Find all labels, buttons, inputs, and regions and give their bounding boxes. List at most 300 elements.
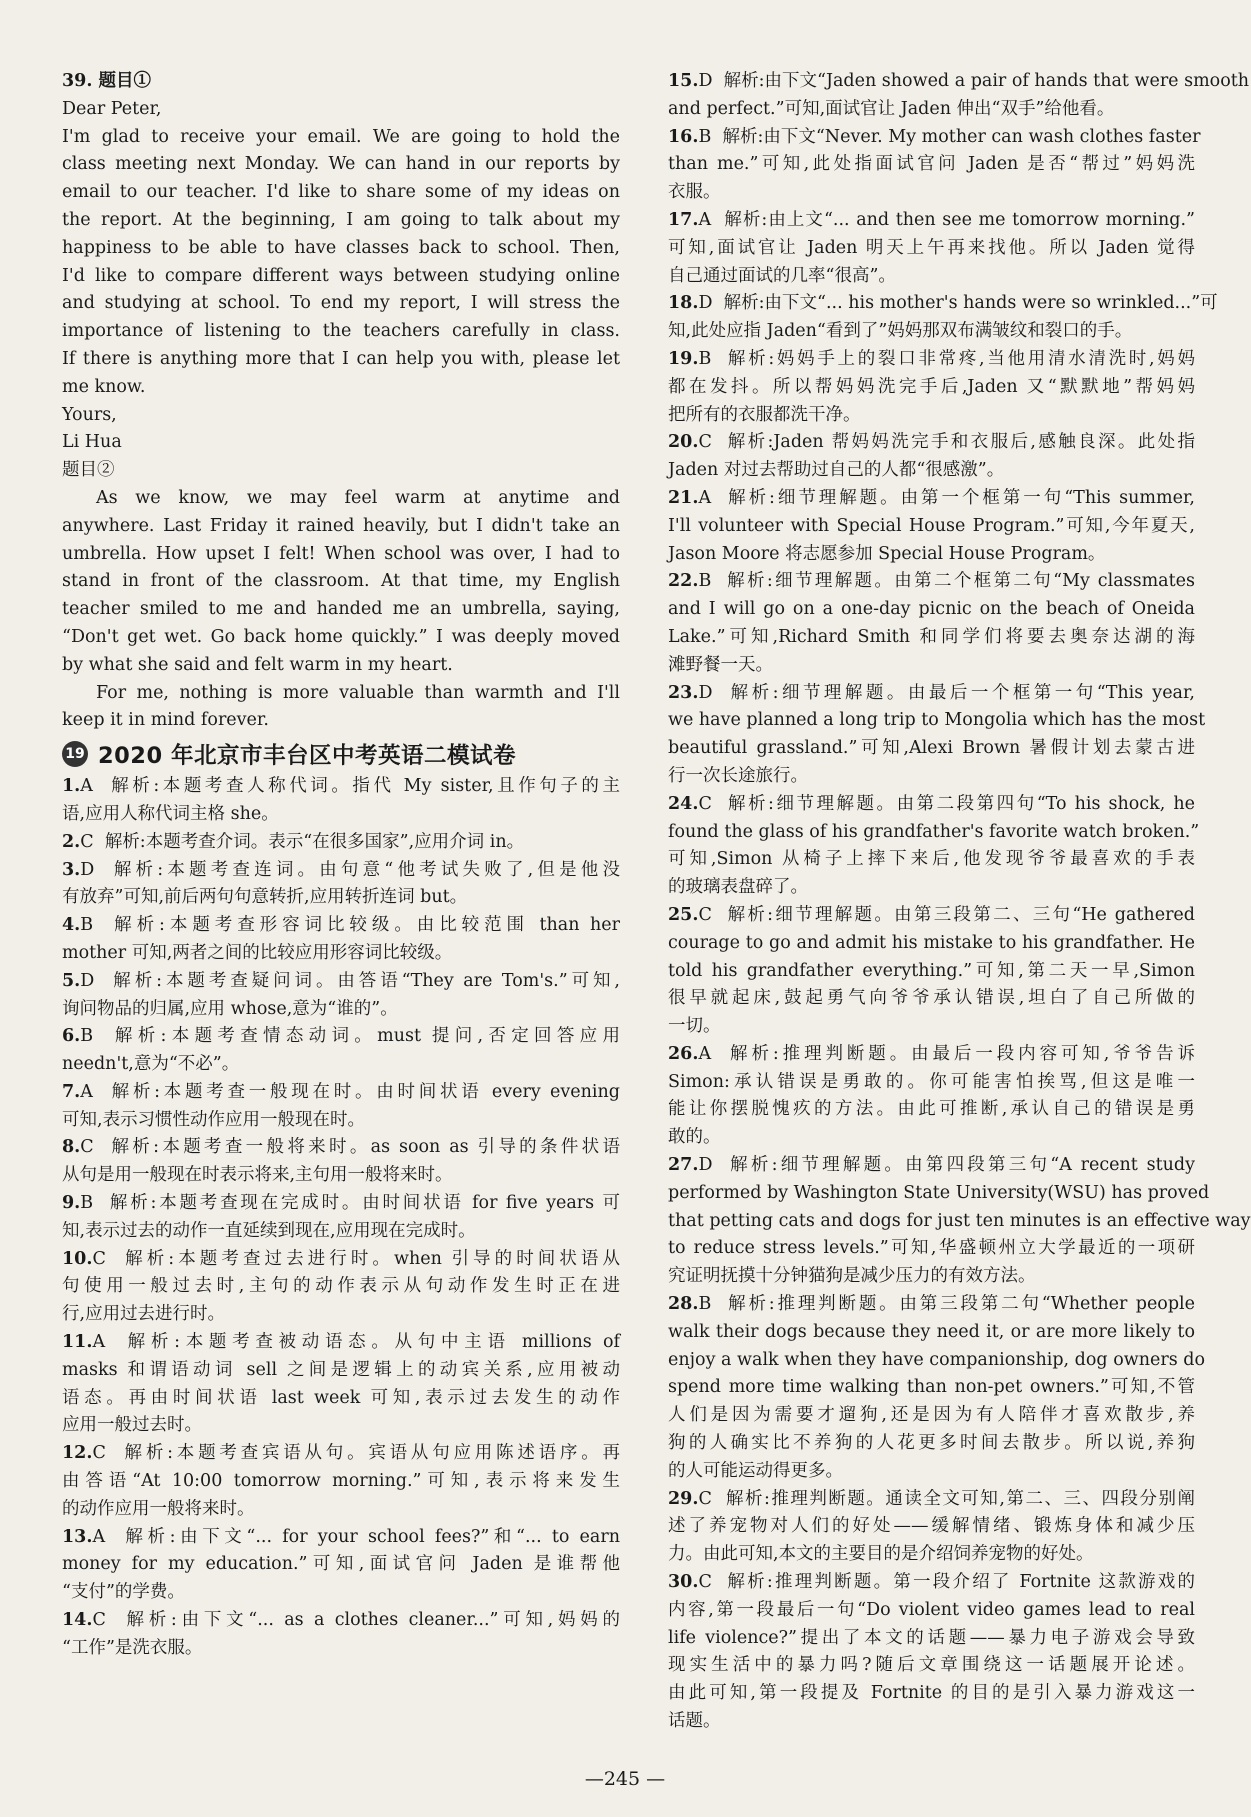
essay1-title bbox=[62, 68, 620, 96]
answer-explanation: 的玻璃表盘碎了。 bbox=[668, 877, 808, 898]
answer-explanation: money for my education.”可知,面试官问 Jaden 是谁帮他 bbox=[62, 1554, 620, 1575]
section-title: 2020 年北京市丰台区中考英语二模试卷 bbox=[98, 743, 516, 770]
answer-line bbox=[668, 1235, 1195, 1263]
answer-line bbox=[62, 1579, 620, 1607]
answer-line bbox=[668, 1597, 1195, 1625]
spacer bbox=[94, 860, 114, 880]
answer-choice: A bbox=[80, 1081, 93, 1102]
answer-choice: C bbox=[80, 1137, 94, 1158]
answer-explanation: masks 和谓语动词 sell 之间是逻辑上的动宾关系,应用被动 bbox=[62, 1359, 620, 1380]
spacer bbox=[712, 1155, 730, 1175]
answer-explanation: that petting cats and dogs for just ten minutes is an effective way bbox=[668, 1210, 1251, 1231]
answer-line bbox=[668, 541, 1195, 569]
answer-explanation: 解析:本题考查介词。表示“在很多国家”,应用介词 in。 bbox=[104, 831, 525, 852]
answer-explanation: 解析:细节理解题。由第二个框第二句“My classmates bbox=[727, 571, 1195, 592]
answer-explanation: Lake.”可知,Richard Smith 和同学们将要去奥奈达湖的海 bbox=[668, 626, 1195, 647]
answer-explanation: 解析:本题考查形容词比较级。由比较范围 than her bbox=[114, 915, 620, 936]
answer-number: 29. bbox=[668, 1488, 699, 1509]
answer-item bbox=[668, 346, 1195, 374]
answer-choice: A bbox=[80, 776, 93, 797]
answer-number: 11. bbox=[62, 1332, 93, 1353]
answer-explanation: 内容,第一段最后一句“Do violent video games lead to real bbox=[668, 1599, 1195, 1620]
answer-item bbox=[668, 568, 1195, 596]
answer-line bbox=[668, 1652, 1195, 1680]
answer-explanation: 狗的人确实比不养狗的人花更多时间去散步。所以说,养狗 bbox=[668, 1433, 1195, 1454]
answer-item bbox=[668, 485, 1195, 513]
answer-choice: B bbox=[80, 1026, 94, 1047]
answer-explanation: 述了养宠物对人们的好处——缓解情绪、锻炼身体和减少压 bbox=[668, 1516, 1195, 1537]
spacer bbox=[94, 971, 113, 991]
answer-explanation: 能让你摆脱愧疚的方法。由此可推断,承认自己的错误是勇 bbox=[668, 1099, 1195, 1120]
answer-explanation: 滩野餐一天。 bbox=[668, 654, 773, 675]
spacer bbox=[711, 571, 727, 591]
answer-line bbox=[62, 884, 620, 912]
spacer bbox=[712, 293, 723, 313]
answer-item bbox=[668, 791, 1195, 819]
answer-explanation: 解析:细节理解题。由第三段第二、三句“He gathered bbox=[727, 904, 1195, 925]
answer-explanation: 很早就起床,鼓起勇气向爷爷承认错误,坦白了自己所做的 bbox=[668, 988, 1195, 1009]
answer-line bbox=[668, 874, 1195, 902]
spacer bbox=[93, 1193, 110, 1213]
answer-choice: C bbox=[92, 1443, 106, 1464]
spacer bbox=[94, 1137, 112, 1157]
answer-item bbox=[668, 680, 1195, 708]
answer-line bbox=[62, 1357, 620, 1385]
essay1-line: email to our teacher. I'd like to share some of my ideas on bbox=[62, 182, 620, 203]
answer-explanation: 有放弃”可知,前后两句句意转折,应用转折连词 but。 bbox=[62, 887, 468, 908]
answer-line bbox=[668, 985, 1195, 1013]
answer-explanation: 究证明抚摸十分钟猫狗是减少压力的有效方法。 bbox=[668, 1266, 1036, 1287]
answer-explanation: 解析:本题考查被动语态。从句中主语 millions of bbox=[127, 1332, 620, 1353]
spacer bbox=[93, 1026, 115, 1046]
spacer bbox=[106, 1249, 125, 1269]
essay2-line: teacher smiled to me and handed me an umbrella, saying, bbox=[62, 599, 620, 620]
answer-line bbox=[668, 1708, 1195, 1736]
answer-explanation: 敢的。 bbox=[668, 1127, 721, 1148]
spacer bbox=[711, 127, 722, 147]
answer-number: 28. bbox=[668, 1294, 699, 1315]
answer-choice: B bbox=[698, 348, 712, 369]
essay1-line: I'm glad to receive your email. We are going to hold the bbox=[62, 126, 620, 147]
answer-explanation: courage to go and admit his mistake to his grandfather. He bbox=[668, 932, 1195, 953]
spacer bbox=[106, 1610, 127, 1630]
answer-line bbox=[62, 1162, 620, 1190]
essay2-line: keep it in mind forever. bbox=[62, 710, 269, 731]
answer-explanation: 力。由此可知,本文的主要目的是介绍饲养宠物的好处。 bbox=[668, 1544, 1094, 1565]
essay1-line: I'd like to compare different ways between studying online bbox=[62, 265, 620, 286]
answer-explanation: 从句是用一般现在时表示将来,主句用一般将来时。 bbox=[62, 1165, 453, 1186]
spacer bbox=[712, 71, 723, 91]
answer-choice: B bbox=[80, 1193, 94, 1214]
answer-line bbox=[668, 1374, 1195, 1402]
answer-line bbox=[668, 96, 1195, 124]
answer-explanation: 解析:由下文“... his mother's hands were so wrinkled...”可 bbox=[723, 293, 1218, 314]
spacer bbox=[93, 776, 111, 796]
answer-line bbox=[668, 1347, 1205, 1375]
answer-line bbox=[668, 1458, 1195, 1486]
answer-line bbox=[668, 179, 1195, 207]
answer-choice: B bbox=[698, 1294, 712, 1315]
answer-line bbox=[62, 1301, 620, 1329]
answer-explanation: 行,应用过去进行时。 bbox=[62, 1304, 226, 1325]
answer-item bbox=[668, 1041, 1195, 1069]
answer-explanation: 可知,Simon 从椅子上摔下来后,他发现爷爷最喜欢的手表 bbox=[668, 849, 1195, 870]
answer-explanation: Jaden 对过去帮助过自己的人都“很感激”。 bbox=[668, 460, 1005, 481]
answer-line bbox=[668, 819, 1200, 847]
answer-choice: D bbox=[698, 71, 713, 91]
answer-line bbox=[62, 1496, 620, 1524]
answer-explanation: spend more time walking than non-pet owners.”可知,不管 bbox=[668, 1377, 1195, 1398]
answer-line bbox=[668, 318, 1195, 346]
answer-item bbox=[668, 68, 1250, 96]
answer-number: 26. bbox=[668, 1043, 699, 1064]
answer-explanation: 知,表示过去的动作一直延续到现在,应用现在完成时。 bbox=[62, 1220, 476, 1241]
answer-number: 6. bbox=[62, 1026, 81, 1047]
answer-line bbox=[668, 1513, 1195, 1541]
answer-line bbox=[668, 151, 1195, 179]
answer-explanation: 解析:推理判断题。通读全文可知,第二、三、四段分别阐 bbox=[725, 1488, 1195, 1509]
spacer bbox=[105, 1527, 125, 1547]
spacer bbox=[712, 1572, 728, 1592]
answer-line bbox=[668, 1430, 1195, 1458]
answer-number: 8. bbox=[62, 1137, 81, 1158]
answer-explanation: needn't,意为“不必”。 bbox=[62, 1054, 240, 1075]
answer-number: 22. bbox=[668, 571, 699, 592]
answer-explanation: 解析:本题考查一般现在时。由时间状语 every evening bbox=[111, 1081, 620, 1102]
spacer bbox=[712, 1489, 726, 1509]
answer-item bbox=[62, 829, 620, 857]
answer-explanation: 解析:本题考查宾语从句。宾语从句应用陈述语序。再 bbox=[124, 1443, 620, 1464]
answer-item bbox=[668, 207, 1195, 235]
answer-item bbox=[62, 1079, 620, 1107]
answer-line bbox=[668, 1013, 1195, 1041]
answer-line bbox=[668, 1625, 1195, 1653]
answer-item bbox=[62, 1329, 620, 1357]
spacer bbox=[712, 432, 728, 452]
answer-explanation: 解析:妈妈手上的裂口非常疼,当他用清水清洗时,妈妈 bbox=[727, 348, 1195, 369]
answer-explanation: mother 可知,两者之间的比较应用形容词比较级。 bbox=[62, 942, 453, 963]
answer-explanation: 询问物品的归属,应用 whose,意为“谁的”。 bbox=[62, 998, 398, 1019]
answer-line bbox=[668, 1208, 1251, 1236]
answer-line bbox=[668, 263, 1195, 291]
answer-number: 16. bbox=[668, 126, 699, 147]
answer-item bbox=[668, 1152, 1195, 1180]
answer-line bbox=[668, 1096, 1195, 1124]
answer-line bbox=[668, 930, 1195, 958]
answer-explanation: 现实生活中的暴力吗?随后文章围绕这一话题展开论述。 bbox=[668, 1655, 1195, 1676]
spacer bbox=[711, 488, 728, 508]
answer-explanation: 可知,面试官让 Jaden 明天上午再来找他。所以 Jaden 觉得 bbox=[668, 237, 1195, 258]
answer-explanation: 解析:本题考查现在完成时。由时间状语 for five years 可 bbox=[109, 1193, 620, 1214]
answer-explanation: “支付”的学费。 bbox=[62, 1582, 185, 1603]
answer-item bbox=[62, 1607, 620, 1635]
answer-line bbox=[668, 1402, 1195, 1430]
answer-line bbox=[62, 1468, 620, 1496]
answer-choice: A bbox=[92, 1526, 106, 1547]
essay2-line: by what she said and felt warm in my heart. bbox=[62, 654, 453, 675]
answer-line bbox=[62, 1635, 620, 1663]
answer-explanation: 应用一般过去时。 bbox=[62, 1415, 202, 1436]
answer-explanation: “工作”是洗衣服。 bbox=[62, 1637, 203, 1658]
answer-number: 2. bbox=[62, 831, 81, 852]
spacer bbox=[711, 1294, 728, 1314]
answer-number: 19. bbox=[668, 348, 699, 369]
answer-explanation: 知,此处应指 Jaden“看到了”妈妈那双布满皱纹和裂口的手。 bbox=[668, 321, 1133, 342]
answer-choice: C bbox=[698, 904, 712, 925]
answer-explanation: 语,应用人称代词主格 she。 bbox=[62, 803, 279, 824]
answer-explanation: 解析:本题考查一般将来时。as soon as 引导的条件状语 bbox=[111, 1137, 620, 1158]
answer-explanation: 解析:细节理解题。由最后一个框第一句“This year, bbox=[730, 682, 1195, 703]
answer-choice: C bbox=[698, 432, 712, 453]
left-column bbox=[62, 68, 620, 1663]
answer-number: 18. bbox=[668, 293, 699, 314]
answer-line bbox=[62, 1107, 620, 1135]
essay2-line: “Don't get wet. Go back home quickly.” I was deeply moved bbox=[62, 626, 620, 647]
answer-number: 23. bbox=[668, 682, 699, 703]
answer-explanation: walk their dogs because they need it, or are more likely to bbox=[668, 1321, 1195, 1342]
answer-choice: B bbox=[698, 126, 712, 147]
answer-line bbox=[62, 1273, 620, 1301]
answer-explanation: 解析:推理判断题。由第三段第二句“Whether people bbox=[728, 1294, 1195, 1315]
answer-explanation: told his grandfather everything.”可知,第二天一早,Simon bbox=[668, 960, 1195, 981]
answer-number: 25. bbox=[668, 904, 699, 925]
spacer bbox=[711, 210, 724, 230]
right-column bbox=[668, 68, 1251, 1736]
answer-number: 27. bbox=[668, 1155, 699, 1176]
essay1-line: Yours, bbox=[62, 404, 117, 425]
answer-explanation: 解析:推理判断题。第一段介绍了 Fortnite 这款游戏的 bbox=[727, 1572, 1195, 1593]
answer-explanation: 话题。 bbox=[668, 1711, 721, 1732]
answer-number: 5. bbox=[62, 970, 81, 991]
answer-explanation: 解析:由上文“... and then see me tomorrow morning.” bbox=[724, 209, 1195, 230]
answer-line bbox=[668, 652, 1195, 680]
answer-line bbox=[62, 1385, 620, 1413]
answer-explanation: 解析:Jaden 帮妈妈洗完手和衣服后,感触良深。此处指 bbox=[727, 432, 1195, 453]
answer-choice: D bbox=[698, 682, 713, 703]
answer-item bbox=[62, 912, 620, 940]
answer-item bbox=[62, 1246, 620, 1274]
spacer bbox=[712, 905, 728, 925]
answer-explanation: 解析:细节理解题。由第二段第四句“To his shock, he bbox=[728, 793, 1195, 814]
answer-number: 17. bbox=[668, 209, 699, 230]
answer-item bbox=[62, 968, 620, 996]
page-number: —245 — bbox=[584, 1768, 666, 1790]
essay2-line: anywhere. Last Friday it rained heavily, but I didn't take an bbox=[62, 515, 620, 536]
essay1-line: me know. bbox=[62, 376, 146, 397]
answer-choice: A bbox=[92, 1332, 106, 1353]
spacer bbox=[712, 683, 730, 703]
answer-line bbox=[668, 1541, 1195, 1569]
answer-choice: D bbox=[698, 293, 713, 314]
answer-number: 30. bbox=[668, 1572, 699, 1593]
answer-line bbox=[668, 402, 1195, 430]
answer-line bbox=[668, 707, 1206, 735]
answer-choice: D bbox=[80, 859, 95, 880]
essay2-line: For me, nothing is more valuable than warmth and I'll bbox=[96, 682, 620, 703]
answer-explanation: 解析:由下文“Jaden showed a pair of hands that were smooth bbox=[723, 71, 1250, 91]
answer-line bbox=[668, 763, 1195, 791]
answer-explanation: 自己通过面试的几率“很高”。 bbox=[668, 265, 896, 286]
answer-explanation: 一切。 bbox=[668, 1016, 721, 1037]
answer-explanation: 解析:本题考查情态动词。must 提问,否定回答应用 bbox=[114, 1026, 620, 1047]
answer-line bbox=[668, 513, 1195, 541]
essay1-line: happiness to be able to have classes back to school. Then, bbox=[62, 237, 620, 258]
answer-explanation: found the glass of his grandfather's favorite watch broken.” bbox=[668, 821, 1200, 842]
answer-explanation: than me.”可知,此处指面试官问 Jaden 是否“帮过”妈妈洗 bbox=[668, 154, 1195, 175]
answer-choice: C bbox=[92, 1610, 106, 1631]
answer-choice: D bbox=[698, 1155, 713, 1176]
answer-explanation: performed by Washington State University(WSU) has proved bbox=[668, 1182, 1210, 1203]
answer-explanation: 解析:由下文“... as a clothes cleaner...”可知,妈妈的 bbox=[126, 1610, 620, 1631]
answer-explanation: 句使用一般过去时,主句的动作表示从句动作发生时正在进 bbox=[62, 1276, 620, 1297]
answer-explanation: 由答语“At 10:00 tomorrow morning.”可知,表示将来发生 bbox=[62, 1471, 620, 1492]
answer-item bbox=[668, 290, 1218, 318]
answer-line bbox=[668, 596, 1195, 624]
answer-explanation: and perfect.”可知,面试官让 Jaden 伸出“双手”给他看。 bbox=[668, 98, 1115, 119]
answer-explanation: we have planned a long trip to Mongolia which has the most bbox=[668, 710, 1206, 731]
answer-line bbox=[62, 801, 620, 829]
answer-line bbox=[668, 958, 1195, 986]
answer-explanation: beautiful grassland.”可知,Alexi Brown 暑假计划去蒙古进 bbox=[668, 738, 1195, 759]
answer-line bbox=[668, 374, 1195, 402]
answer-choice: C bbox=[92, 1248, 106, 1269]
spacer bbox=[94, 832, 105, 852]
answer-explanation: 把所有的衣服都洗干净。 bbox=[668, 404, 861, 425]
essay2-line: As we know, we may feel warm at anytime and bbox=[96, 487, 620, 508]
answer-item bbox=[668, 1486, 1195, 1514]
answer-line bbox=[62, 940, 620, 968]
answer-explanation: 可知,表示习惯性动作应用一般现在时。 bbox=[62, 1109, 366, 1130]
answer-item bbox=[668, 1569, 1195, 1597]
answer-number: 24. bbox=[668, 793, 699, 814]
spacer bbox=[93, 915, 114, 935]
answer-line bbox=[62, 1551, 620, 1579]
answer-item bbox=[668, 902, 1195, 930]
answer-explanation: 行一次长途旅行。 bbox=[668, 765, 808, 786]
answer-explanation: 解析:本题考查过去进行时。when 引导的时间状语从 bbox=[125, 1248, 620, 1269]
answer-explanation: 语态。再由时间状语 last week 可知,表示过去发生的动作 bbox=[62, 1387, 620, 1408]
answer-number: 1. bbox=[62, 776, 81, 797]
spacer bbox=[711, 349, 728, 369]
essay1-line: importance of listening to the teachers carefully in class. bbox=[62, 321, 620, 342]
section-heading bbox=[62, 737, 620, 771]
answer-line bbox=[668, 457, 1195, 485]
answer-choice: C bbox=[80, 831, 94, 852]
answer-explanation: Jason Moore 将志愿参加 Special House Program。 bbox=[668, 543, 1106, 564]
answer-explanation: 都在发抖。所以帮妈妈洗完手后,Jaden 又“默默地”帮妈妈 bbox=[668, 376, 1195, 397]
answer-choice: C bbox=[698, 1572, 712, 1593]
answer-item bbox=[62, 1023, 620, 1051]
answer-number: 14. bbox=[62, 1610, 93, 1631]
answer-explanation: 解析:本题考查疑问词。由答语“They are Tom's.”可知, bbox=[113, 970, 620, 991]
answer-explanation: 解析:推理判断题。由最后一段内容可知,爷爷告诉 bbox=[730, 1043, 1195, 1064]
answer-line bbox=[668, 846, 1195, 874]
essay1-line: If there is anything more that I can help you with, please let bbox=[62, 348, 620, 369]
essay1-line: and studying at school. To end my report, I will stress the bbox=[62, 293, 620, 314]
answer-choice: D bbox=[80, 970, 95, 991]
answer-item bbox=[62, 1190, 620, 1218]
spacer bbox=[712, 794, 728, 814]
answer-item bbox=[668, 1291, 1195, 1319]
answer-explanation: 由此可知,第一段提及 Fortnite 的目的是引入暴力游戏这一 bbox=[668, 1683, 1195, 1704]
answer-number: 15. bbox=[668, 71, 699, 91]
spacer bbox=[711, 1044, 730, 1064]
answer-number: 3. bbox=[62, 859, 81, 880]
answer-number: 10. bbox=[62, 1248, 93, 1269]
essay1-line: class meeting next Monday. We can hand in our reports by bbox=[62, 154, 620, 175]
answer-item bbox=[62, 1440, 620, 1468]
answer-line bbox=[668, 1319, 1195, 1347]
answer-line bbox=[668, 624, 1195, 652]
answer-choice: C bbox=[698, 1488, 712, 1509]
answer-line bbox=[62, 1412, 620, 1440]
answer-explanation: life violence?”提出了本文的话题——暴力电子游戏会导致 bbox=[668, 1627, 1195, 1648]
answer-choice: B bbox=[698, 571, 712, 592]
answer-item bbox=[62, 1134, 620, 1162]
answer-number: 21. bbox=[668, 487, 699, 508]
section-number-badge: 19 bbox=[62, 741, 88, 767]
answer-item bbox=[62, 1524, 620, 1552]
answer-explanation: 的动作应用一般将来时。 bbox=[62, 1498, 255, 1519]
essay1-title-text: 39. 题目① bbox=[62, 71, 152, 91]
answer-line bbox=[62, 1218, 620, 1246]
answer-explanation: 解析:由下文“Never. My mother can wash clothes faster bbox=[722, 126, 1201, 147]
answer-number: 20. bbox=[668, 432, 699, 453]
essay1-line: the report. At the beginning, I am going to talk about my bbox=[62, 209, 620, 230]
answer-explanation: 解析:本题考查连词。由句意“他考试失败了,但是他没 bbox=[113, 859, 620, 880]
answer-explanation: 解析:细节理解题。由第一个框第一句“This summer, bbox=[728, 487, 1195, 508]
answer-number: 4. bbox=[62, 915, 81, 936]
answer-item bbox=[668, 429, 1195, 457]
answer-item bbox=[62, 773, 620, 801]
answer-choice: A bbox=[698, 209, 712, 230]
answer-line bbox=[668, 235, 1195, 263]
answer-choice: C bbox=[698, 793, 712, 814]
spacer bbox=[106, 1443, 125, 1463]
essay1-line: Li Hua bbox=[62, 432, 122, 453]
answer-explanation: 解析:由下文“... for your school fees?”和“... to earn bbox=[125, 1526, 620, 1547]
answer-item bbox=[62, 857, 620, 885]
answer-line bbox=[62, 996, 620, 1024]
answer-choice: A bbox=[698, 1043, 712, 1064]
essay2-line: stand in front of the classroom. At that time, my English bbox=[62, 571, 620, 592]
answer-item bbox=[668, 124, 1201, 152]
answer-line bbox=[668, 1680, 1195, 1708]
answer-number: 7. bbox=[62, 1081, 81, 1102]
answer-explanation: I'll volunteer with Special House Program.”可知,今年夏天, bbox=[668, 515, 1195, 536]
essay2-line: umbrella. How upset I felt! When school was over, I had to bbox=[62, 543, 620, 564]
answer-number: 13. bbox=[62, 1526, 93, 1547]
answer-line bbox=[668, 1263, 1195, 1291]
essay2-title: 题目② bbox=[62, 460, 115, 481]
answer-line bbox=[668, 1124, 1195, 1152]
spacer bbox=[105, 1332, 128, 1352]
spacer bbox=[93, 1082, 112, 1102]
answer-line bbox=[668, 1069, 1195, 1097]
answer-line bbox=[668, 1180, 1210, 1208]
answer-explanation: and I will go on a one-day picnic on the beach of Oneida bbox=[668, 599, 1195, 620]
answer-choice: A bbox=[698, 487, 712, 508]
answer-explanation: enjoy a walk when they have companionship, dog owners do bbox=[668, 1349, 1205, 1370]
answer-explanation: 解析:本题考查人称代词。指代 My sister,且作句子的主 bbox=[111, 776, 620, 797]
answer-explanation: 衣服。 bbox=[668, 182, 721, 203]
answer-explanation: Simon:承认错误是勇敢的。你可能害怕挨骂,但这是唯一 bbox=[668, 1071, 1195, 1092]
answer-number: 9. bbox=[62, 1193, 81, 1214]
answer-explanation: to reduce stress levels.”可知,华盛顿州立大学最近的一项研 bbox=[668, 1238, 1195, 1259]
essay1-line: Dear Peter, bbox=[62, 98, 162, 119]
answer-number: 12. bbox=[62, 1443, 93, 1464]
answer-explanation: 解析:细节理解题。由第四段第三句“A recent study bbox=[730, 1155, 1195, 1176]
